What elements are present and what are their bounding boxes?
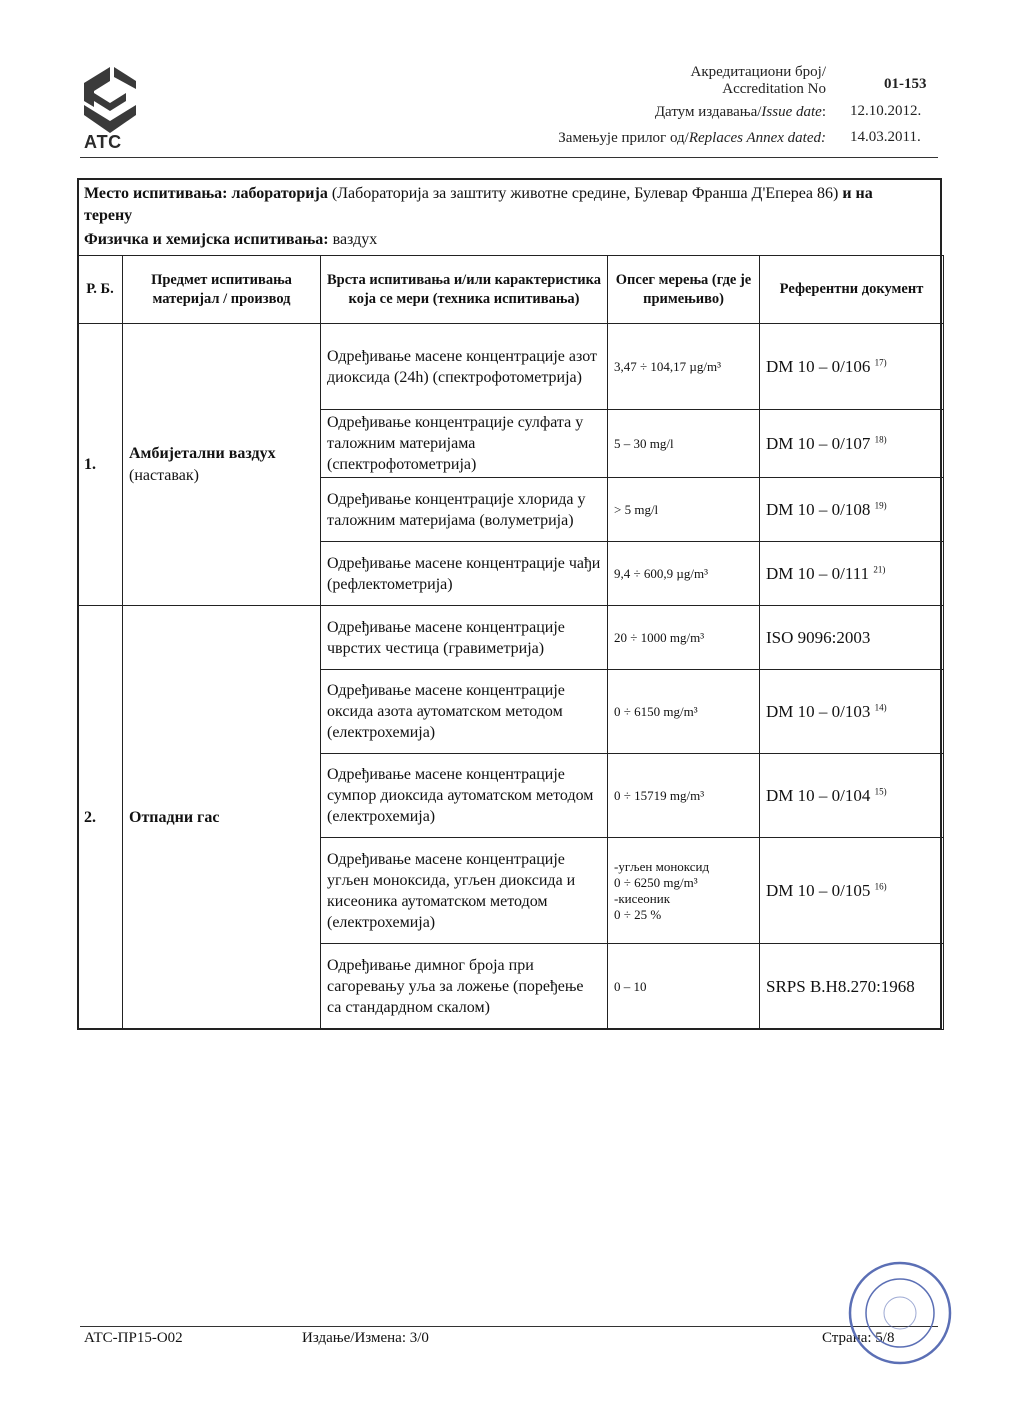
row-number: 1. [78, 324, 123, 606]
test-category-value: ваздух [332, 231, 378, 248]
measurement-range: > 5 mg/l [608, 478, 760, 542]
accreditation-label [691, 64, 826, 98]
column-header: Опсег мерења (где је примењиво) [608, 256, 760, 324]
test-method: Одређивање концентрације сулфата у таложним материјама (спектрофотометрија) [321, 410, 608, 478]
issue-date-label-en: Issue date [761, 104, 822, 120]
row-number: 2. [78, 606, 123, 1030]
test-method: Одређивање масене концентрације чађи (рефлектометрија) [321, 542, 608, 606]
test-method: Одређивање масене концентрације азот диоксида (24h) (спектрофотометрија) [321, 324, 608, 410]
table-header-row [78, 256, 944, 324]
test-location-field: и на терену [84, 185, 873, 224]
reference-code: DM 10 – 0/111 [766, 563, 870, 583]
reference-code: ISO 9096:2003 [766, 627, 871, 647]
reference-footnote: 17) [874, 356, 887, 367]
issue-date-label: Датум издавања/Issue date: [654, 104, 826, 120]
test-subject-note: (наставак) [129, 466, 199, 484]
test-location-label: Место испитивања: лабораторија [84, 185, 328, 202]
reference-footnote: 16) [874, 880, 887, 891]
test-method: Одређивање масене концентрације сумпор диоксида аутоматском методом (електрохемија) [321, 754, 608, 838]
test-category-label: Физичка и хемијска испитивања: [84, 231, 329, 248]
measurement-range: -угљен моноксид 0 ÷ 6250 mg/m³ -кисеоник 0 ÷ 25 % [608, 838, 760, 944]
measurement-range: 0 – 10 [608, 944, 760, 1030]
column-header: Р. Б. [78, 256, 123, 324]
reference-document [760, 542, 944, 606]
table-row [78, 324, 944, 410]
column-header: Референтни документ [760, 256, 944, 324]
reference-footnote: 14) [874, 701, 887, 712]
replaces-label [558, 130, 826, 147]
test-method: Одређивање масене концентрације чврстих честица (гравиметрија) [321, 606, 608, 670]
reference-document [760, 324, 944, 410]
logo-text: АТС [84, 132, 122, 152]
test-method: Одређивање масене концентрације оксида азота аутоматском методом (електрохемија) [321, 670, 608, 754]
test-subject [123, 324, 321, 606]
issue-date-value: 12.10.2012. [850, 103, 922, 119]
test-subject [123, 606, 321, 1030]
table-row [78, 606, 944, 670]
measurement-range: 5 – 30 mg/l [608, 410, 760, 478]
test-subject-name: Отпадни гас [129, 808, 220, 826]
measurement-range: 3,47 ÷ 104,17 µg/m³ [608, 324, 760, 410]
measurement-range: 20 ÷ 1000 mg/m³ [608, 606, 760, 670]
replaces-label-en: Replaces Annex dated: [688, 130, 826, 146]
edition-info: Издање/Измена: 3/0 [302, 1330, 429, 1346]
accreditation-number: 01-153 [884, 76, 927, 92]
reference-document [760, 670, 944, 754]
footer-divider [80, 1326, 938, 1327]
reference-code: DM 10 – 0/104 [766, 785, 871, 805]
reference-document [760, 478, 944, 542]
accreditation-label-cyr: Акредитациони број/ [690, 64, 826, 80]
accreditation-stamp-icon [845, 1258, 955, 1368]
header-divider [80, 157, 938, 158]
measurement-range: 9,4 ÷ 600,9 µg/m³ [608, 542, 760, 606]
test-location-lab: (Лабораторија за заштиту животне средине, Булевар Франша Д'Еперea 86) [331, 185, 839, 202]
replaces-date-value: 14.03.2011. [850, 129, 921, 145]
reference-document [760, 410, 944, 478]
reference-code: DM 10 – 0/103 [766, 701, 871, 721]
test-subject-name: Амбијетални ваздух [129, 444, 276, 462]
measurement-range: 0 ÷ 15719 mg/m³ [608, 754, 760, 838]
page-number: Страна: 5/8 [822, 1330, 895, 1346]
reference-code: DM 10 – 0/107 [766, 433, 871, 453]
test-method: Одређивање димног броја при сагоревању уља за ложење (поређење са стандардном скалом) [321, 944, 608, 1030]
reference-document [760, 944, 944, 1030]
reference-footnote: 15) [874, 785, 887, 796]
reference-code: DM 10 – 0/105 [766, 880, 871, 900]
accreditation-label-en: Accreditation No [722, 81, 826, 97]
reference-footnote: 21) [873, 563, 886, 574]
column-header: Врста испитивања и/или карактеристика која се мери (техника испитивања) [321, 256, 608, 324]
reference-code: DM 10 – 0/108 [766, 499, 871, 519]
test-location [84, 183, 904, 227]
reference-footnote: 19) [874, 499, 887, 510]
scope-table [77, 255, 944, 1030]
reference-code: DM 10 – 0/106 [766, 356, 871, 376]
reference-document [760, 606, 944, 670]
reference-footnote: 18) [874, 433, 887, 444]
document-code: АТС-ПР15-О02 [84, 1330, 183, 1346]
measurement-range: 0 ÷ 6150 mg/m³ [608, 670, 760, 754]
reference-document [760, 838, 944, 944]
reference-document [760, 754, 944, 838]
column-header: Предмет испитивања материјал / производ [123, 256, 321, 324]
test-method: Одређивање концентрације хлорида у таложним материјама (волуметрија) [321, 478, 608, 542]
test-category [84, 231, 377, 249]
replaces-label-cyr: Замењује прилог од/ [558, 130, 689, 146]
reference-code: SRPS B.H8.270:1968 [766, 976, 915, 996]
issue-date-label-cyr: Датум издавања/ [654, 104, 762, 120]
test-method: Одређивање масене концентрације угљен моноксида, угљен диоксида и кисеоника аутоматском методом (електрохемија) [321, 838, 608, 944]
